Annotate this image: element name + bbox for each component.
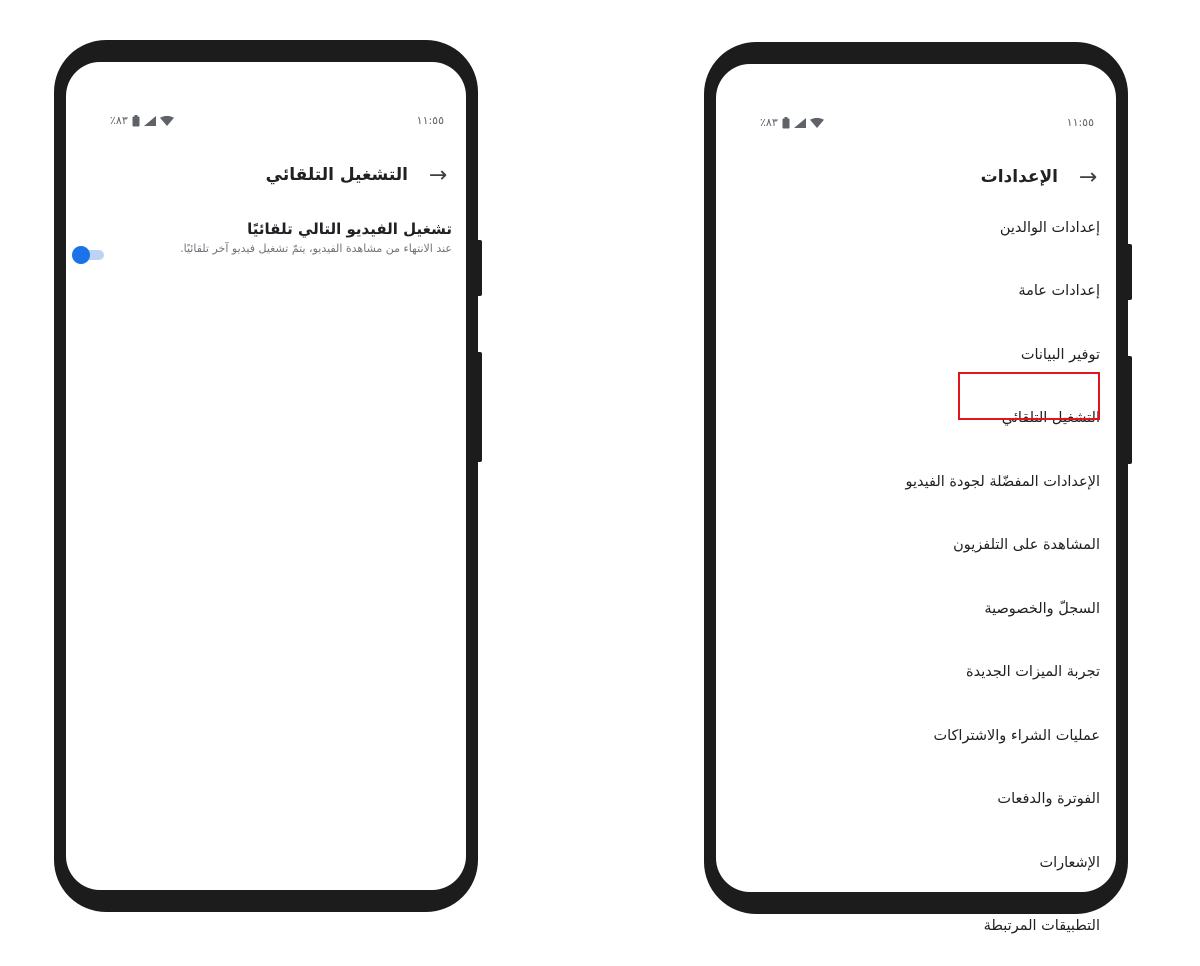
autoplay-setting-row[interactable] — [76, 220, 452, 258]
system-icons — [760, 116, 824, 129]
arrow-back-icon[interactable]: → — [428, 162, 448, 188]
setting-title: تشغيل الفيديو التالي تلقائيًا — [247, 220, 452, 238]
clock: ١١:٥٥ — [1066, 116, 1094, 129]
menu-item-label: إعدادات الوالدين — [999, 219, 1100, 236]
page-title: التشغيل التلقائي — [265, 165, 408, 185]
clock: ١١:٥٥ — [416, 114, 444, 127]
volume-button — [1126, 244, 1132, 300]
menu-item-label: تجربة الميزات الجديدة — [966, 664, 1100, 681]
menu-item-label: توفير البيانات — [1020, 346, 1100, 363]
arrow-back-icon[interactable]: → — [1078, 164, 1098, 190]
menu-item-label: التطبيقات المرتبطة — [983, 918, 1100, 935]
menu-item-label: التشغيل التلقائي — [1001, 410, 1100, 427]
settings-screen — [716, 64, 1116, 935]
app-bar — [732, 162, 1100, 192]
power-button — [1126, 356, 1132, 464]
menu-item-try-new-features[interactable] — [716, 641, 1100, 705]
setting-description: عند الانتهاء من مشاهدة الفيديو، يتمّ تشغيل فيديو آخر تلقائيًا. — [180, 242, 452, 255]
battery-percent: ٪٨٣ — [110, 114, 128, 127]
menu-item-parental[interactable] — [716, 196, 1100, 260]
page-title: الإعدادات — [980, 167, 1058, 187]
phone-autoplay — [54, 40, 478, 912]
signal-icon — [144, 116, 156, 126]
menu-item-label: السجلّ والخصوصية — [984, 600, 1100, 617]
menu-item-label: الإعدادات المفضّلة لجودة الفيديو — [905, 473, 1100, 490]
menu-item-purchases[interactable] — [716, 704, 1100, 768]
menu-item-watch-on-tv[interactable] — [716, 514, 1100, 578]
menu-item-label: عمليات الشراء والاشتراكات — [933, 727, 1100, 744]
toggle-knob — [72, 246, 90, 264]
volume-button — [476, 240, 482, 296]
signal-icon — [794, 118, 806, 128]
menu-item-label: إعدادات عامة — [1018, 283, 1100, 300]
battery-icon — [132, 115, 140, 127]
battery-percent: ٪٨٣ — [760, 116, 778, 129]
menu-item-general[interactable] — [716, 260, 1100, 324]
status-bar — [760, 116, 1094, 136]
wifi-icon — [160, 116, 174, 126]
app-bar — [82, 160, 450, 190]
wifi-icon — [810, 118, 824, 128]
menu-item-billing[interactable] — [716, 768, 1100, 832]
autoplay-screen — [66, 62, 466, 890]
menu-item-video-quality[interactable] — [716, 450, 1100, 514]
status-bar — [110, 114, 444, 134]
menu-item-notifications[interactable] — [716, 831, 1100, 895]
autoplay-toggle[interactable] — [72, 248, 106, 262]
menu-item-label: الإشعارات — [1039, 854, 1100, 871]
system-icons — [110, 114, 174, 127]
menu-item-connected-apps[interactable] — [716, 895, 1100, 959]
menu-item-label: الفوترة والدفعات — [997, 791, 1100, 808]
phone-settings — [704, 42, 1128, 935]
settings-menu — [716, 196, 1100, 958]
battery-icon — [782, 117, 790, 129]
highlight-box — [958, 372, 1100, 420]
menu-item-label: المشاهدة على التلفزيون — [953, 537, 1100, 554]
power-button — [476, 352, 482, 462]
menu-item-history-privacy[interactable] — [716, 577, 1100, 641]
